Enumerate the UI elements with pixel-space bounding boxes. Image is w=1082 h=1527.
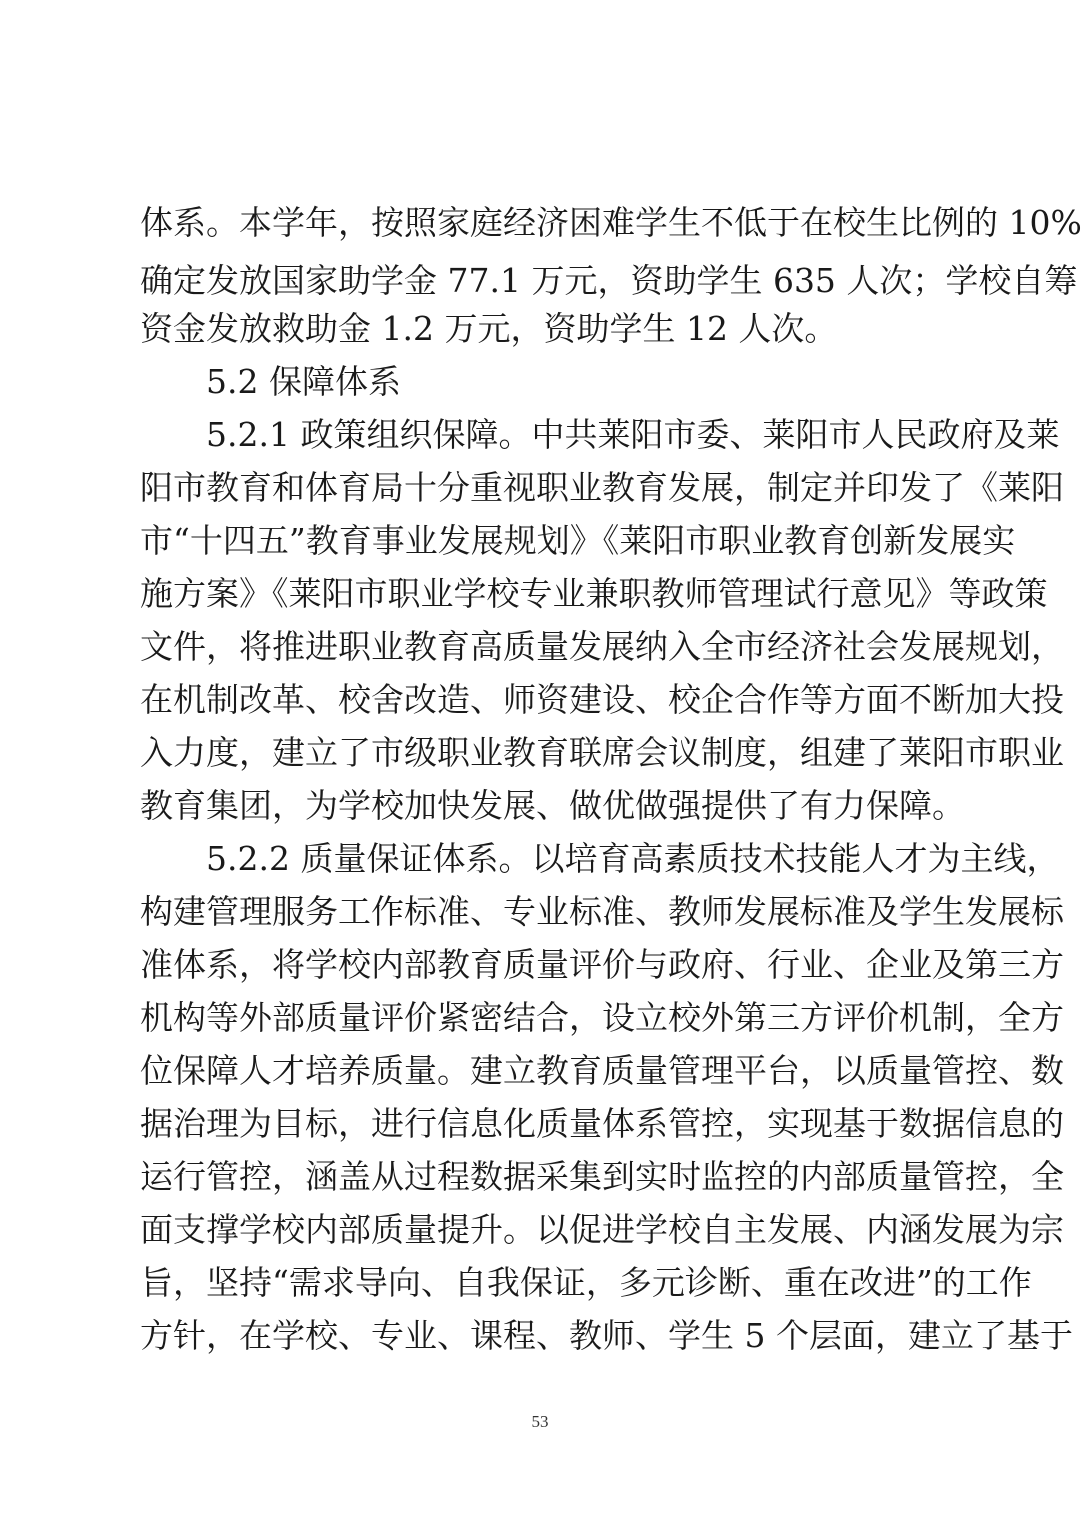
text-line-20: 面支撑学校内部质量提升。以促进学校自主发展、内涵发展为宗	[140, 1210, 1064, 1249]
text-line-12: 教育集团，为学校加快发展、做优做强提供了有力保障。	[140, 786, 965, 825]
text-line-1: 体系。本学年，按照家庭经济困难学生不低于在校生比例的 10%	[140, 203, 1082, 242]
text-line-9: 文件，将推进职业教育高质量发展纳入全市经济社会发展规划，	[140, 627, 1064, 666]
text-line-2: 确定发放国家助学金 77.1 万元，资助学生 635 人次；学校自筹	[140, 261, 1078, 300]
text-line-3: 资金发放救助金 1.2 万元，资助学生 12 人次。	[140, 309, 838, 348]
section-heading-5-2: 5.2 保障体系	[206, 362, 401, 401]
text-line-15: 准体系，将学校内部教育质量评价与政府、行业、企业及第三方	[140, 945, 1064, 984]
text-line-22: 方针，在学校、专业、课程、教师、学生 5 个层面，建立了基于	[140, 1316, 1073, 1355]
text-line-13: 5.2.2 质量保证体系。以培育高素质技术技能人才为主线，	[206, 839, 1060, 878]
text-line-18: 据治理为目标，进行信息化质量体系管控，实现基于数据信息的	[140, 1104, 1064, 1143]
text-line-17: 位保障人才培养质量。建立教育质量管理平台，以质量管控、数	[140, 1051, 1064, 1090]
text-line-5: 5.2.1 政策组织保障。中共莱阳市委、莱阳市人民政府及莱	[206, 415, 1060, 454]
text-line-14: 构建管理服务工作标准、专业标准、教师发展标准及学生发展标	[140, 892, 1064, 931]
text-line-10: 在机制改革、校舍改造、师资建设、校企合作等方面不断加大投	[140, 680, 1064, 719]
text-line-11: 入力度，建立了市级职业教育联席会议制度，组建了莱阳市职业	[140, 733, 1064, 772]
text-line-8: 施方案》《莱阳市职业学校专业兼职教师管理试行意见》等政策	[140, 574, 1048, 613]
text-line-16: 机构等外部质量评价紧密结合，设立校外第三方评价机制，全方	[140, 998, 1064, 1037]
text-line-6: 阳市教育和体育局十分重视职业教育发展，制定并印发了《莱阳	[140, 468, 1064, 507]
text-line-21: 旨，坚持“需求导向、自我保证，多元诊断、重在改进”的工作	[140, 1263, 1032, 1302]
page-number: 53	[531, 1412, 549, 1431]
text-line-19: 运行管控，涵盖从过程数据采集到实时监控的内部质量管控，全	[140, 1157, 1064, 1196]
text-line-7: 市“十四五”教育事业发展规划》《莱阳市职业教育创新发展实	[140, 521, 1016, 560]
